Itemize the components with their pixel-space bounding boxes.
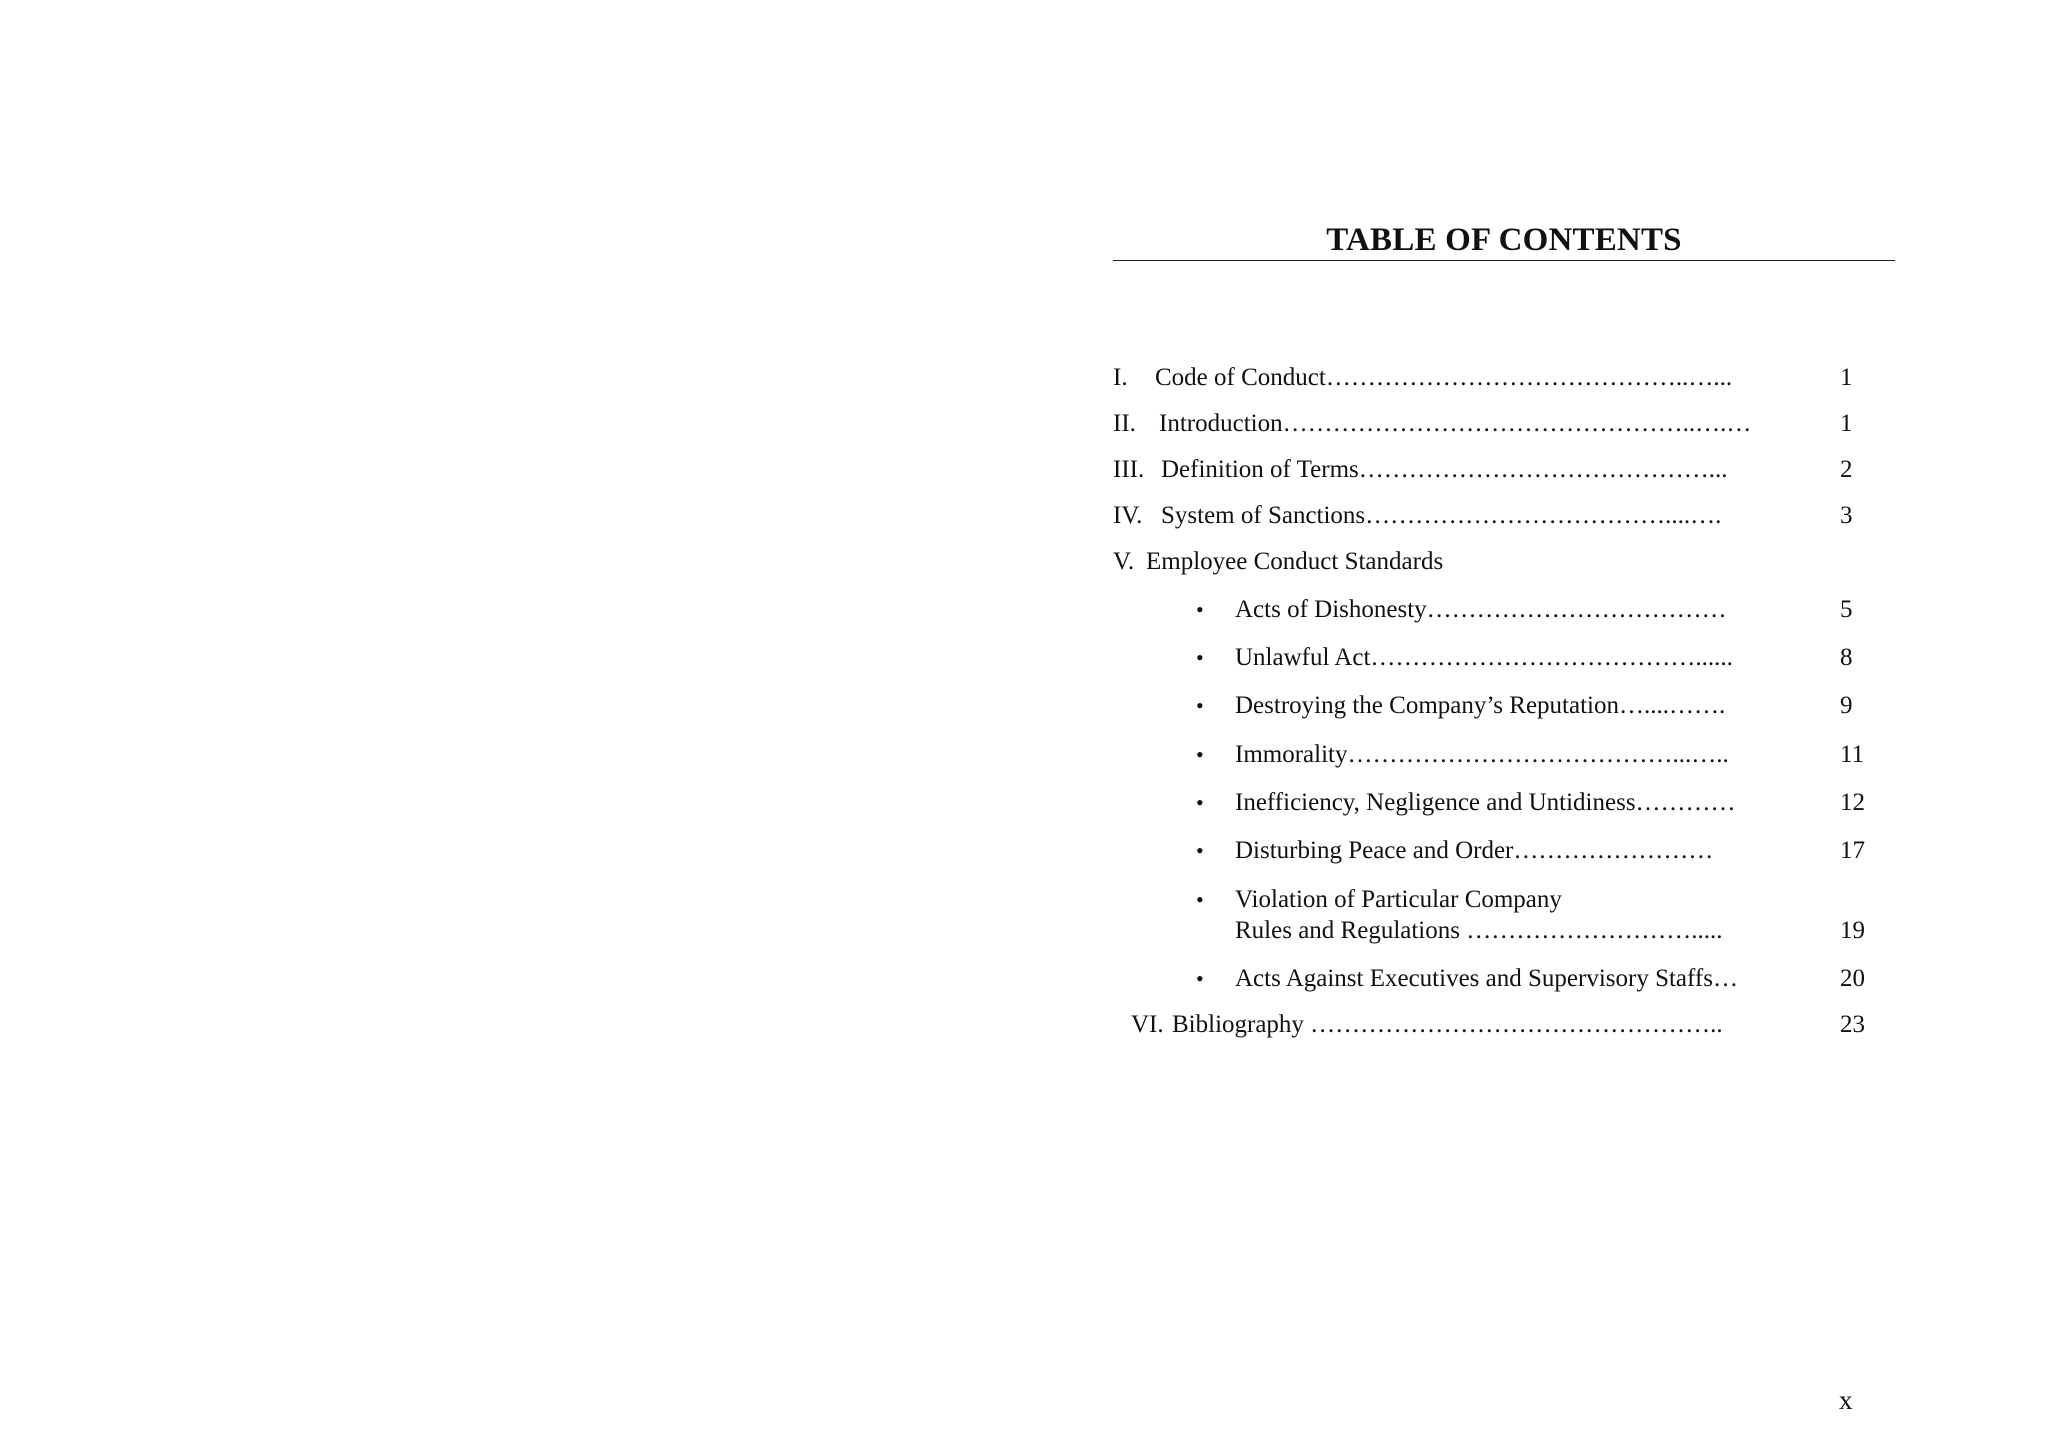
toc-page-number: 9: [1840, 692, 1853, 719]
bullet-icon: •: [1196, 966, 1204, 991]
title-rule: [1113, 260, 1895, 261]
toc-page-number: 3: [1840, 502, 1853, 529]
toc-page-number: 1: [1840, 410, 1853, 437]
toc-entry-definition-of-terms: [1113, 454, 1728, 486]
roman-page-number: x: [1839, 1385, 1853, 1415]
toc-subentry-unlawful-act: Unlawful Act…………………………………......: [1235, 644, 1733, 671]
entry-text: Bibliography …………………………………………..: [1172, 1011, 1723, 1038]
entry-text: Employee Conduct Standards: [1146, 548, 1444, 575]
toc-subentry-acts-of-dishonesty: Acts of Dishonesty………………………………: [1235, 596, 1727, 623]
toc-entry-bibliography: [1131, 1009, 1723, 1041]
toc-page-number: 23: [1840, 1011, 1865, 1038]
toc-page-number: 20: [1840, 965, 1865, 992]
entry-text: Definition of Terms……………………………………...: [1161, 456, 1728, 483]
toc-entry-employee-conduct-standards: [1113, 546, 1443, 578]
toc-page-number: 17: [1840, 837, 1865, 864]
toc-subentry-immorality: Immorality…………………………………...…..: [1235, 741, 1729, 768]
bullet-icon: •: [1196, 693, 1204, 718]
entry-number: VI.: [1131, 1011, 1164, 1038]
toc-title: TABLE OF CONTENTS: [1326, 222, 1682, 258]
bullet-icon: •: [1196, 597, 1204, 622]
toc-page-number: 19: [1840, 917, 1865, 944]
entry-number: V.: [1113, 548, 1135, 575]
toc-page-number: 8: [1840, 644, 1853, 671]
toc-page-number: 5: [1840, 596, 1853, 623]
toc-entry-introduction: [1113, 408, 1751, 440]
toc-subentry-violation-line1: Violation of Particular Company: [1235, 886, 1562, 913]
entry-number: IV.: [1113, 502, 1143, 529]
toc-page-number: 12: [1840, 789, 1865, 816]
toc-subentry-acts-against-executives: Acts Against Executives and Supervisory Staffs…: [1235, 965, 1738, 992]
toc-page-number: 11: [1840, 741, 1865, 768]
bullet-icon: •: [1196, 790, 1204, 815]
bullet-icon: •: [1196, 887, 1204, 912]
toc-entry-system-of-sanctions: [1113, 500, 1721, 532]
toc-entry-code-of-conduct: [1113, 362, 1732, 394]
entry-text: System of Sanctions………………………………....….: [1161, 502, 1722, 529]
entry-number: III.: [1113, 456, 1145, 483]
toc-page-number: 1: [1840, 364, 1853, 391]
toc-page-number: 2: [1840, 456, 1853, 483]
toc-subentry-violation-line2: Rules and Regulations ……………………….....: [1235, 917, 1723, 944]
bullet-icon: •: [1196, 742, 1204, 767]
bullet-icon: •: [1196, 838, 1204, 863]
entry-number: II.: [1113, 410, 1136, 437]
entry-number: I.: [1113, 364, 1128, 391]
bullet-icon: •: [1196, 645, 1204, 670]
toc-subentry-disturbing-peace: Disturbing Peace and Order……………………: [1235, 837, 1714, 864]
toc-subentry-inefficiency: Inefficiency, Negligence and Untidiness…………: [1235, 789, 1736, 816]
entry-text: Introduction…………………………………………..….…: [1159, 410, 1752, 437]
toc-subentry-destroying-reputation: Destroying the Company’s Reputation…....…….: [1235, 692, 1726, 719]
entry-text: Code of Conduct……………………………………..…...: [1155, 364, 1733, 391]
